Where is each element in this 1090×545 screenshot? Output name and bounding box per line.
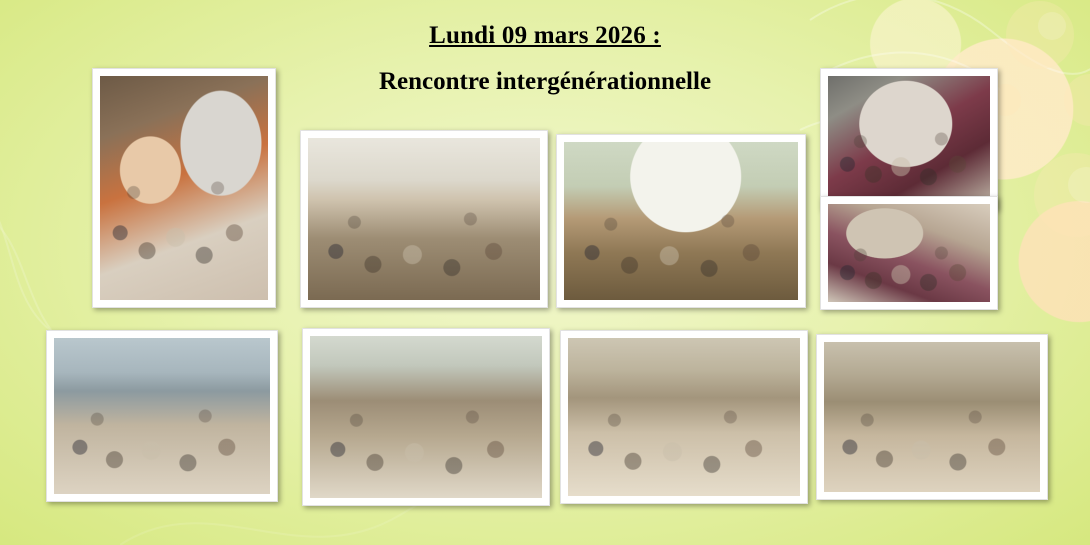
photo-6-image — [54, 338, 270, 494]
photo-1[interactable] — [92, 68, 276, 308]
title-subject: Rencontre intergénérationnelle — [378, 67, 712, 95]
title-date: Lundi 09 mars 2026 : — [429, 22, 661, 49]
photo-9[interactable] — [816, 334, 1048, 500]
photo-1-image — [100, 76, 268, 300]
photo-2[interactable] — [300, 130, 548, 308]
photo-5[interactable] — [820, 196, 998, 310]
photo-3-image — [564, 142, 798, 300]
photo-7[interactable] — [302, 328, 550, 506]
photo-3[interactable] — [556, 134, 806, 308]
photo-7-image — [310, 336, 542, 498]
photo-9-image — [824, 342, 1040, 492]
photo-8-image — [568, 338, 800, 496]
photo-6[interactable] — [46, 330, 278, 502]
slide-title — [0, 22, 1090, 95]
photo-5-image — [828, 204, 990, 302]
photo-8[interactable] — [560, 330, 808, 504]
photo-2-image — [308, 138, 540, 300]
